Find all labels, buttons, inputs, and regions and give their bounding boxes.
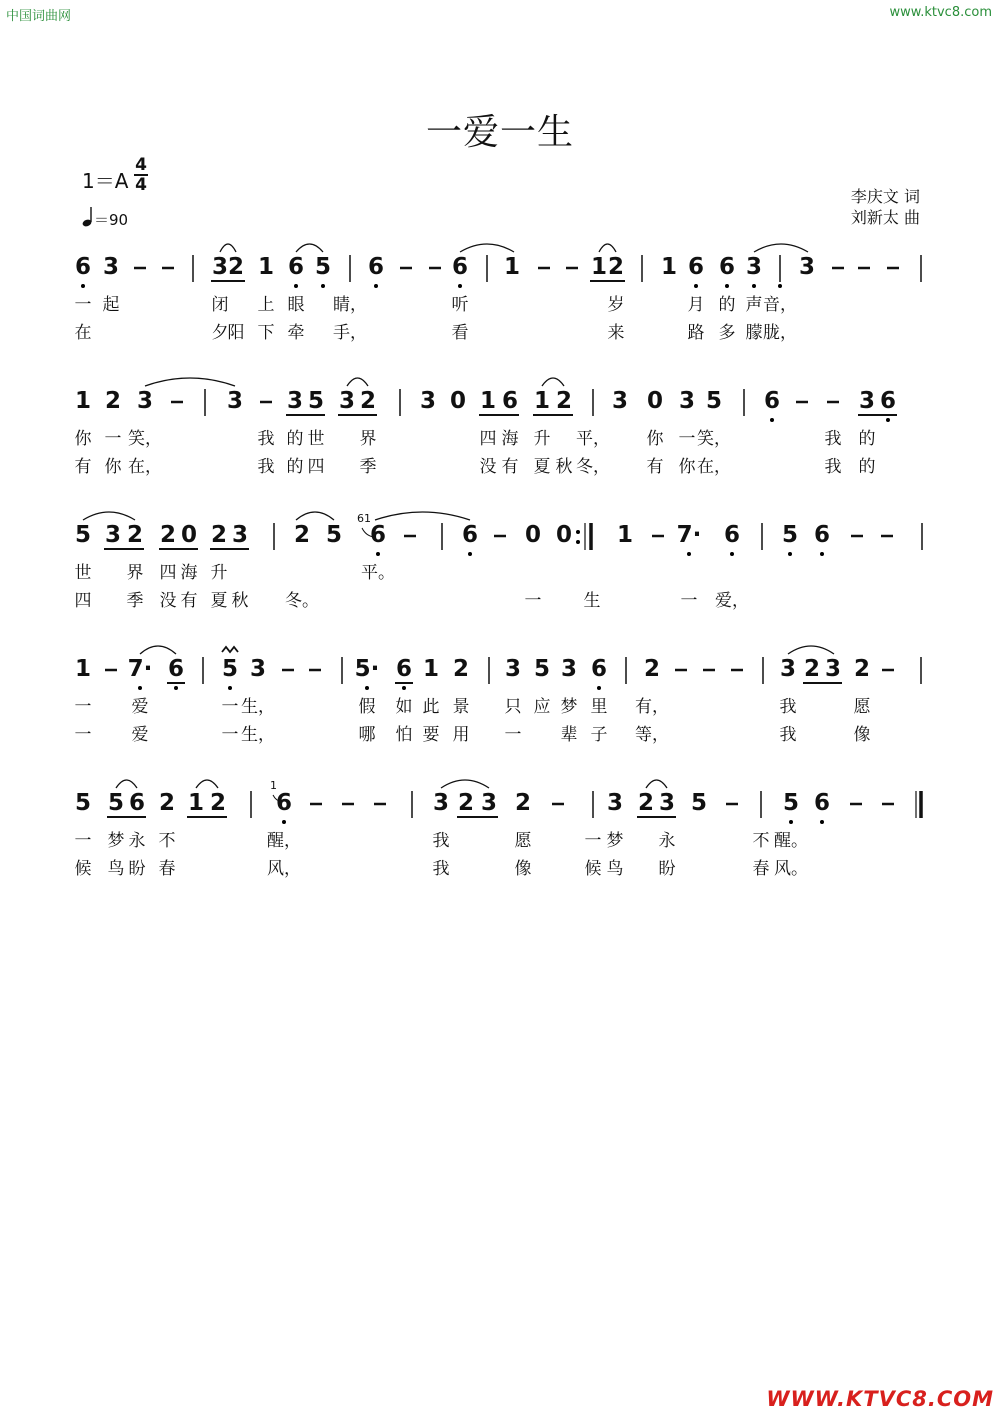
- lyric-verse1: 我: [779, 697, 797, 717]
- lyric-verse2: 的: [858, 457, 876, 477]
- tie-arc: [116, 780, 137, 788]
- low-octave-dot: [687, 552, 691, 556]
- lyric-verse2: 季: [126, 591, 144, 611]
- lyric-verse1: 笑，: [697, 429, 731, 449]
- tie-arc: [754, 244, 808, 252]
- note: 1: [74, 656, 92, 682]
- tempo-value: ＝90: [94, 211, 129, 229]
- low-octave-dot: [228, 686, 232, 690]
- lyric-verse1: 四: [479, 429, 497, 449]
- lyric-verse1: 我: [432, 831, 450, 851]
- lyric-verse2: 爱: [131, 725, 149, 745]
- lyric-verse2: 一: [504, 725, 522, 745]
- lyric-verse1: 生，: [241, 697, 275, 717]
- lyric-verse1: 的: [286, 429, 304, 449]
- lyric-verse2: 冬。: [285, 591, 319, 611]
- lyric-verse2: 季: [359, 457, 377, 477]
- note: 6: [590, 656, 608, 682]
- note: 5: [690, 790, 708, 816]
- lyric-verse1: 闭: [211, 295, 229, 315]
- note: 2: [853, 656, 871, 682]
- lyric-verse1: 一: [104, 429, 122, 449]
- lyric-verse1: 有，: [635, 697, 669, 717]
- note: 2: [514, 790, 532, 816]
- lyric-verse1: 愿: [853, 697, 871, 717]
- time-signature-bottom: 4: [135, 175, 147, 195]
- lyric-verse1: 梦: [560, 697, 578, 717]
- lyric-verse2: 我: [779, 725, 797, 745]
- note: 3: [419, 388, 437, 414]
- note: 3: [231, 522, 249, 548]
- lyric-verse1: 一: [74, 295, 92, 315]
- note: 1: [479, 388, 497, 414]
- low-octave-dot: [376, 552, 380, 556]
- tie-arc: [460, 244, 514, 252]
- note: 5: [781, 522, 799, 548]
- lyric-verse2: 鸟: [606, 859, 624, 879]
- low-octave-dot: [458, 284, 462, 288]
- tie-arc: [220, 244, 236, 252]
- tie-arc: [788, 646, 834, 654]
- lyric-verse1: 你: [74, 429, 92, 449]
- lyric-verse2: 你: [104, 457, 122, 477]
- lyric-verse1: 世: [307, 429, 325, 449]
- note: 6: [813, 790, 831, 816]
- lyric-verse1: 四: [159, 563, 177, 583]
- note: 1: [533, 388, 551, 414]
- lyric-verse2: 春: [158, 859, 176, 879]
- lyric-verse1: 岁: [607, 295, 625, 315]
- lyric-verse2: 在，: [128, 457, 162, 477]
- tie-arc: [347, 378, 368, 386]
- tie-arc: [145, 378, 235, 386]
- note: 6: [763, 388, 781, 414]
- key-signature: 1＝A: [82, 169, 129, 193]
- time-signature-top: 4: [135, 155, 147, 175]
- grace-hook: [362, 528, 374, 537]
- note: 6: [813, 522, 831, 548]
- lyric-verse2: 哪: [358, 725, 376, 745]
- low-octave-dot: [789, 820, 793, 824]
- note: 2: [555, 388, 573, 414]
- site-name: 中国词曲网: [6, 9, 72, 24]
- note: 3: [858, 388, 876, 414]
- note: 5: [782, 790, 800, 816]
- note: 2: [637, 790, 655, 816]
- tie-arc: [296, 512, 334, 520]
- lyric-verse2: 手，: [333, 323, 367, 343]
- note: 0: [449, 388, 467, 414]
- lyric-verse1: 一: [74, 697, 92, 717]
- lyric-verse2: 鸟: [107, 859, 125, 879]
- note: 6: [461, 522, 479, 548]
- tie-arc: [375, 512, 470, 520]
- lyric-verse2: 路: [687, 323, 705, 343]
- lyric-verse1: 声: [745, 295, 763, 315]
- lyric-verse2: 爱，: [715, 591, 749, 611]
- low-octave-dot: [725, 284, 729, 288]
- lyric-verse2: 用: [452, 725, 470, 745]
- lyric-verse2: 子: [590, 725, 608, 745]
- note: 2: [643, 656, 661, 682]
- lyric-verse2: 有: [180, 591, 198, 611]
- lyric-verse2: 胧，: [763, 323, 797, 343]
- low-octave-dot: [174, 686, 178, 690]
- note: 0: [180, 522, 198, 548]
- note: 6: [74, 254, 92, 280]
- low-octave-dot: [294, 284, 298, 288]
- note: 2: [104, 388, 122, 414]
- lyric-verse2: 夏: [210, 591, 228, 611]
- lyric-verse1: 笑，: [128, 429, 162, 449]
- note: 3: [338, 388, 356, 414]
- lyric-verse2: 一: [221, 725, 239, 745]
- lyric-verse2: 盼: [658, 859, 676, 879]
- note: 7·: [127, 656, 153, 682]
- note: 2: [227, 254, 245, 280]
- lyric-verse2: 候: [74, 859, 92, 879]
- note: 6: [687, 254, 705, 280]
- lyric-verse1: 一: [678, 429, 696, 449]
- lyric-verse1: 一: [74, 831, 92, 851]
- lyric-verse2: 等，: [635, 725, 669, 745]
- note: 2: [457, 790, 475, 816]
- low-octave-dot: [788, 552, 792, 556]
- note: 3: [102, 254, 120, 280]
- lyric-verse1: 月: [687, 295, 705, 315]
- lyric-verse1: 的: [858, 429, 876, 449]
- lyric-verse1: 上: [257, 295, 275, 315]
- note: 3: [249, 656, 267, 682]
- lyric-verse2: 风。: [774, 859, 808, 879]
- lyric-verse2: 有: [501, 457, 519, 477]
- lyric-verse2: 夕: [211, 323, 229, 343]
- watermark: WWW.KTVC8.COM: [766, 1387, 994, 1411]
- note: 1: [74, 388, 92, 414]
- lyric-verse1: 眼: [287, 295, 305, 315]
- lyric-verse1: 界: [126, 563, 144, 583]
- note: 1: [422, 656, 440, 682]
- lyric-verse2: 没: [159, 591, 177, 611]
- lyric-verse2: 风，: [267, 859, 301, 879]
- note: 3: [480, 790, 498, 816]
- lyric-verse2: 你: [678, 457, 696, 477]
- tie-arc: [646, 780, 667, 788]
- low-octave-dot: [752, 284, 756, 288]
- note: 1: [590, 254, 608, 280]
- lyric-verse1: 此: [422, 697, 440, 717]
- tie-arc: [542, 378, 564, 386]
- low-octave-dot: [81, 284, 85, 288]
- note: 2: [359, 388, 377, 414]
- lyric-verse2: 阳: [227, 323, 245, 343]
- grace-note-61: 61: [357, 512, 371, 525]
- lyric-verse2: 一: [524, 591, 542, 611]
- lyric-verse1: 梦: [107, 831, 125, 851]
- note: 5: [74, 522, 92, 548]
- lyric-verse2: 四: [74, 591, 92, 611]
- note: 3: [658, 790, 676, 816]
- low-octave-dot: [282, 820, 286, 824]
- lyricist-credit: 李庆文 词: [850, 187, 920, 206]
- note: 2: [159, 522, 177, 548]
- tie-arc: [140, 646, 176, 654]
- tie-arc: [83, 512, 135, 520]
- low-octave-dot: [321, 284, 325, 288]
- note: 3: [226, 388, 244, 414]
- note: 5: [221, 656, 239, 682]
- lyric-verse2: 在: [74, 323, 92, 343]
- low-octave-dot: [820, 552, 824, 556]
- note: 0: [646, 388, 664, 414]
- lyric-verse2: 的: [286, 457, 304, 477]
- note: 3: [798, 254, 816, 280]
- note: 3: [432, 790, 450, 816]
- lyric-verse1: 醒。: [774, 831, 808, 851]
- lyric-verse1: 世: [74, 563, 92, 583]
- lyric-verse2: 怕: [395, 725, 413, 745]
- lyric-verse1: 起: [102, 295, 120, 315]
- note: 5·: [354, 656, 380, 682]
- lyric-verse1: 的: [718, 295, 736, 315]
- lyric-verse1: 睛，: [333, 295, 367, 315]
- lyric-verse1: 你: [646, 429, 664, 449]
- site-url: www.ktvc8.com: [889, 5, 992, 20]
- lyric-verse2: 没: [479, 457, 497, 477]
- note: 6: [723, 522, 741, 548]
- note: 2: [452, 656, 470, 682]
- tie-arc: [599, 244, 616, 252]
- note: 3: [678, 388, 696, 414]
- lyric-verse2: 秋: [231, 591, 249, 611]
- note: 1: [616, 522, 634, 548]
- note: 2: [803, 656, 821, 682]
- lyric-verse2: 有: [74, 457, 92, 477]
- lyric-verse2: 像: [853, 725, 871, 745]
- note: 2: [293, 522, 311, 548]
- lyric-verse2: 来: [607, 323, 625, 343]
- note: 5: [533, 656, 551, 682]
- lyric-verse1: 平，: [576, 429, 610, 449]
- note: 3: [286, 388, 304, 414]
- lyric-verse1: 永: [128, 831, 146, 851]
- lyric-verse1: 海: [180, 563, 198, 583]
- low-octave-dot: [770, 418, 774, 422]
- note: 7·: [676, 522, 702, 548]
- note: 1: [503, 254, 521, 280]
- note: 6: [367, 254, 385, 280]
- lyric-verse1: 升: [210, 563, 228, 583]
- lyric-verse2: 辈: [560, 725, 578, 745]
- lyric-verse1: 永: [658, 831, 676, 851]
- low-octave-dot: [597, 686, 601, 690]
- note: 6: [879, 388, 897, 414]
- lyric-verse2: 我: [257, 457, 275, 477]
- note: 6: [369, 522, 387, 548]
- low-octave-dot: [402, 686, 406, 690]
- lyric-verse1: 只: [504, 697, 522, 717]
- lyric-verse2: 下: [257, 323, 275, 343]
- lyric-verse1: 海: [501, 429, 519, 449]
- note: 0: [555, 522, 573, 548]
- low-octave-dot: [886, 418, 890, 422]
- note: 3: [211, 254, 229, 280]
- note: 2: [607, 254, 625, 280]
- lyric-verse2: 春: [752, 859, 770, 879]
- song-title: 一爱一生: [425, 112, 574, 153]
- lyric-verse2: 一: [680, 591, 698, 611]
- grace-hook: [273, 795, 282, 802]
- lyric-verse2: 牵: [287, 323, 305, 343]
- lyric-verse2: 有: [646, 457, 664, 477]
- lyric-verse1: 景: [452, 697, 470, 717]
- note: 2: [209, 790, 227, 816]
- lyric-verse1: 平。: [361, 563, 395, 583]
- note: 3: [504, 656, 522, 682]
- note: 3: [611, 388, 629, 414]
- note: 3: [824, 656, 842, 682]
- note: 6: [451, 254, 469, 280]
- note: 5: [705, 388, 723, 414]
- lyric-verse2: 一: [74, 725, 92, 745]
- lyric-verse2: 我: [824, 457, 842, 477]
- note: 2: [210, 522, 228, 548]
- lyric-verse1: 听: [451, 295, 469, 315]
- note: 5: [307, 388, 325, 414]
- lyric-verse1: 不: [752, 831, 770, 851]
- lyric-verse1: 一: [221, 697, 239, 717]
- lyric-verse2: 生: [583, 591, 601, 611]
- note: 5: [107, 790, 125, 816]
- composer-credit: 刘新太 曲: [850, 208, 920, 227]
- lyric-verse2: 我: [432, 859, 450, 879]
- note: 1: [660, 254, 678, 280]
- low-octave-dot: [365, 686, 369, 690]
- low-octave-dot: [138, 686, 142, 690]
- lyric-verse1: 醒，: [267, 831, 301, 851]
- note: 1: [187, 790, 205, 816]
- lyric-verse2: 要: [422, 725, 440, 745]
- note: 3: [560, 656, 578, 682]
- lyric-verse1: 梦: [606, 831, 624, 851]
- note: 3: [779, 656, 797, 682]
- low-octave-dot: [694, 284, 698, 288]
- note: 3: [745, 254, 763, 280]
- note: 6: [501, 388, 519, 414]
- note: 5: [74, 790, 92, 816]
- lyric-verse1: 假: [358, 697, 376, 717]
- repeat-dot: [576, 540, 580, 544]
- lyric-verse1: 里: [590, 697, 608, 717]
- lyric-verse1: 升: [533, 429, 551, 449]
- repeat-dot: [576, 530, 580, 534]
- lyric-verse2: 冬，: [576, 457, 610, 477]
- lyric-verse2: 秋: [555, 457, 573, 477]
- lyric-verse2: 像: [514, 859, 532, 879]
- lyric-verse2: 在，: [697, 457, 731, 477]
- lyric-verse1: 我: [257, 429, 275, 449]
- lyric-verse1: 音，: [763, 295, 797, 315]
- lyric-verse2: 多: [718, 323, 736, 343]
- lyric-verse1: 一: [584, 831, 602, 851]
- low-octave-dot: [374, 284, 378, 288]
- tie-arc: [196, 780, 218, 788]
- note: 6: [287, 254, 305, 280]
- lyric-verse2: 看: [451, 323, 469, 343]
- low-octave-dot: [730, 552, 734, 556]
- note: 5: [314, 254, 332, 280]
- note: 6: [128, 790, 146, 816]
- lyric-verse2: 四: [307, 457, 325, 477]
- tie-arc: [441, 780, 489, 788]
- grace-note-1: 1: [270, 779, 277, 792]
- lyric-verse2: 夏: [533, 457, 551, 477]
- note: 6: [275, 790, 293, 816]
- note: 3: [104, 522, 122, 548]
- note: 2: [158, 790, 176, 816]
- lyric-verse1: 愿: [514, 831, 532, 851]
- mordent-icon: [222, 647, 238, 652]
- lyric-verse1: 应: [533, 697, 551, 717]
- lyric-verse2: 生，: [241, 725, 275, 745]
- lyric-verse2: 盼: [128, 859, 146, 879]
- low-octave-dot: [820, 820, 824, 824]
- note: 1: [257, 254, 275, 280]
- low-octave-dot: [468, 552, 472, 556]
- tie-arc: [296, 244, 323, 252]
- low-octave-dot: [778, 284, 782, 288]
- note: 2: [126, 522, 144, 548]
- note: 6: [167, 656, 185, 682]
- lyric-verse2: 候: [584, 859, 602, 879]
- lyric-verse1: 界: [359, 429, 377, 449]
- note: 5: [325, 522, 343, 548]
- lyric-verse2: 朦: [745, 323, 763, 343]
- note: 3: [606, 790, 624, 816]
- note: 3: [136, 388, 154, 414]
- lyric-verse1: 我: [824, 429, 842, 449]
- note: 6: [718, 254, 736, 280]
- note: 6: [395, 656, 413, 682]
- note: 0: [524, 522, 542, 548]
- lyric-verse1: 不: [158, 831, 176, 851]
- lyric-verse1: 爱: [131, 697, 149, 717]
- lyric-verse1: 如: [395, 697, 413, 717]
